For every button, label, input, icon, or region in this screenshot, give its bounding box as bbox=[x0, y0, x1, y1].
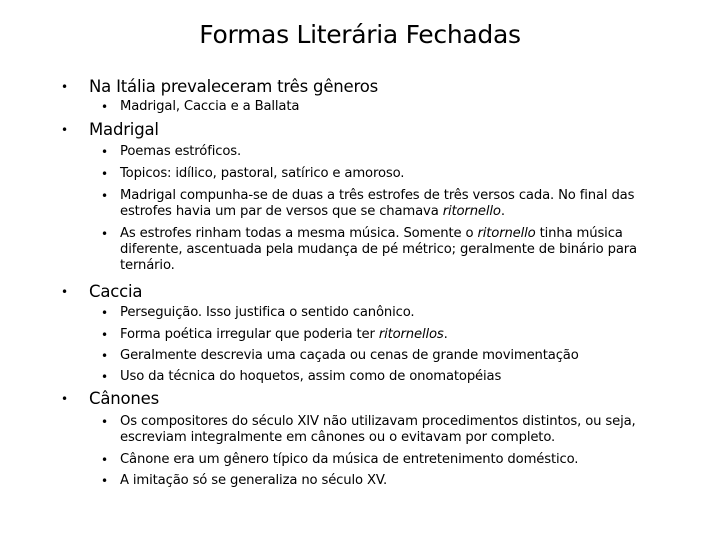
bullet-heading-generos bbox=[61, 77, 689, 97]
sub-bullet-text-end: tinha música diferente, ascentuada pela mudança de pé métrico; geralmente de binário para ternário. bbox=[120, 226, 637, 273]
sub-bullet-text: A imitação só se generaliza no século XV. bbox=[120, 473, 388, 488]
sub-bullet bbox=[101, 188, 640, 220]
sub-bullet-text: Madrigal compunha-se de duas a três estrofes de três versos cada. No final das estrofes havia um par de versos que se chamava bbox=[120, 188, 635, 219]
bullet-icon: • bbox=[101, 100, 108, 114]
sub-bullet-text: Poemas estróficos. bbox=[120, 144, 241, 159]
sub-bullet-text: Forma poética irregular que poderia ter bbox=[120, 327, 379, 342]
bullet-icon: • bbox=[61, 80, 68, 94]
sub-bullet bbox=[101, 226, 640, 274]
bullet-icon: • bbox=[101, 349, 108, 363]
bullet-icon: • bbox=[101, 474, 108, 488]
italic-term: ritornello bbox=[442, 204, 501, 219]
bullet-heading-canones bbox=[61, 389, 689, 409]
bullet-icon: • bbox=[101, 227, 108, 241]
sub-bullet-text-end: . bbox=[443, 327, 448, 342]
bullet-icon: • bbox=[61, 392, 68, 406]
bullet-icon: • bbox=[101, 328, 108, 342]
slide-title: Formas Literária Fechadas bbox=[199, 20, 521, 49]
bullet-heading-caccia bbox=[61, 282, 689, 302]
sub-bullet bbox=[101, 414, 640, 446]
sub-bullet-text: Madrigal, Caccia e a Ballata bbox=[120, 99, 300, 114]
bullet-icon: • bbox=[101, 415, 108, 429]
bullet-icon: • bbox=[101, 370, 108, 384]
sub-bullet bbox=[101, 166, 640, 182]
sub-bullet bbox=[101, 473, 640, 489]
bullet-heading-madrigal bbox=[61, 120, 689, 140]
italic-term: ritornellos bbox=[378, 327, 444, 342]
bullet-icon: • bbox=[101, 167, 108, 181]
bullet-icon: • bbox=[101, 145, 108, 159]
bullet-icon: • bbox=[101, 306, 108, 320]
sub-bullet bbox=[101, 144, 640, 160]
sub-bullet-text: Geralmente descrevia uma caçada ou cenas de grande movimentação bbox=[120, 348, 579, 363]
sub-bullet bbox=[101, 99, 640, 115]
heading-text: Na Itália prevaleceram três gêneros bbox=[89, 77, 378, 96]
bullet-icon: • bbox=[101, 189, 108, 203]
italic-term: ritornello bbox=[477, 226, 536, 241]
bullet-icon: • bbox=[61, 285, 68, 299]
heading-text: Madrigal bbox=[89, 120, 159, 139]
bullet-icon: • bbox=[101, 453, 108, 467]
sub-bullet-text: Topicos: idílico, pastoral, satírico e amoroso. bbox=[120, 166, 405, 181]
sub-bullet-text: Cânone era um gênero típico da música de entretenimento doméstico. bbox=[120, 452, 579, 467]
sub-bullet bbox=[101, 369, 640, 385]
sub-bullet-text: Uso da técnica do hoquetos, assim como de onomatopéias bbox=[120, 369, 502, 384]
sub-bullet-text-end: . bbox=[500, 204, 505, 219]
sub-bullet bbox=[101, 452, 640, 468]
sub-bullet bbox=[101, 348, 640, 364]
sub-bullet-text: Os compositores do século XIV não utilizavam procedimentos distintos, ou seja, escreviam integralmente em cânones ou o evitavam por completo. bbox=[120, 414, 636, 445]
sub-bullet bbox=[101, 327, 640, 343]
heading-text: Cânones bbox=[89, 389, 159, 408]
bullet-icon: • bbox=[61, 123, 68, 137]
sub-bullet bbox=[101, 305, 640, 321]
sub-bullet-text: Perseguição. Isso justifica o sentido canônico. bbox=[120, 305, 415, 320]
sub-bullet-text: As estrofes rinham todas a mesma música. Somente o bbox=[120, 226, 478, 241]
heading-text: Caccia bbox=[89, 282, 143, 301]
